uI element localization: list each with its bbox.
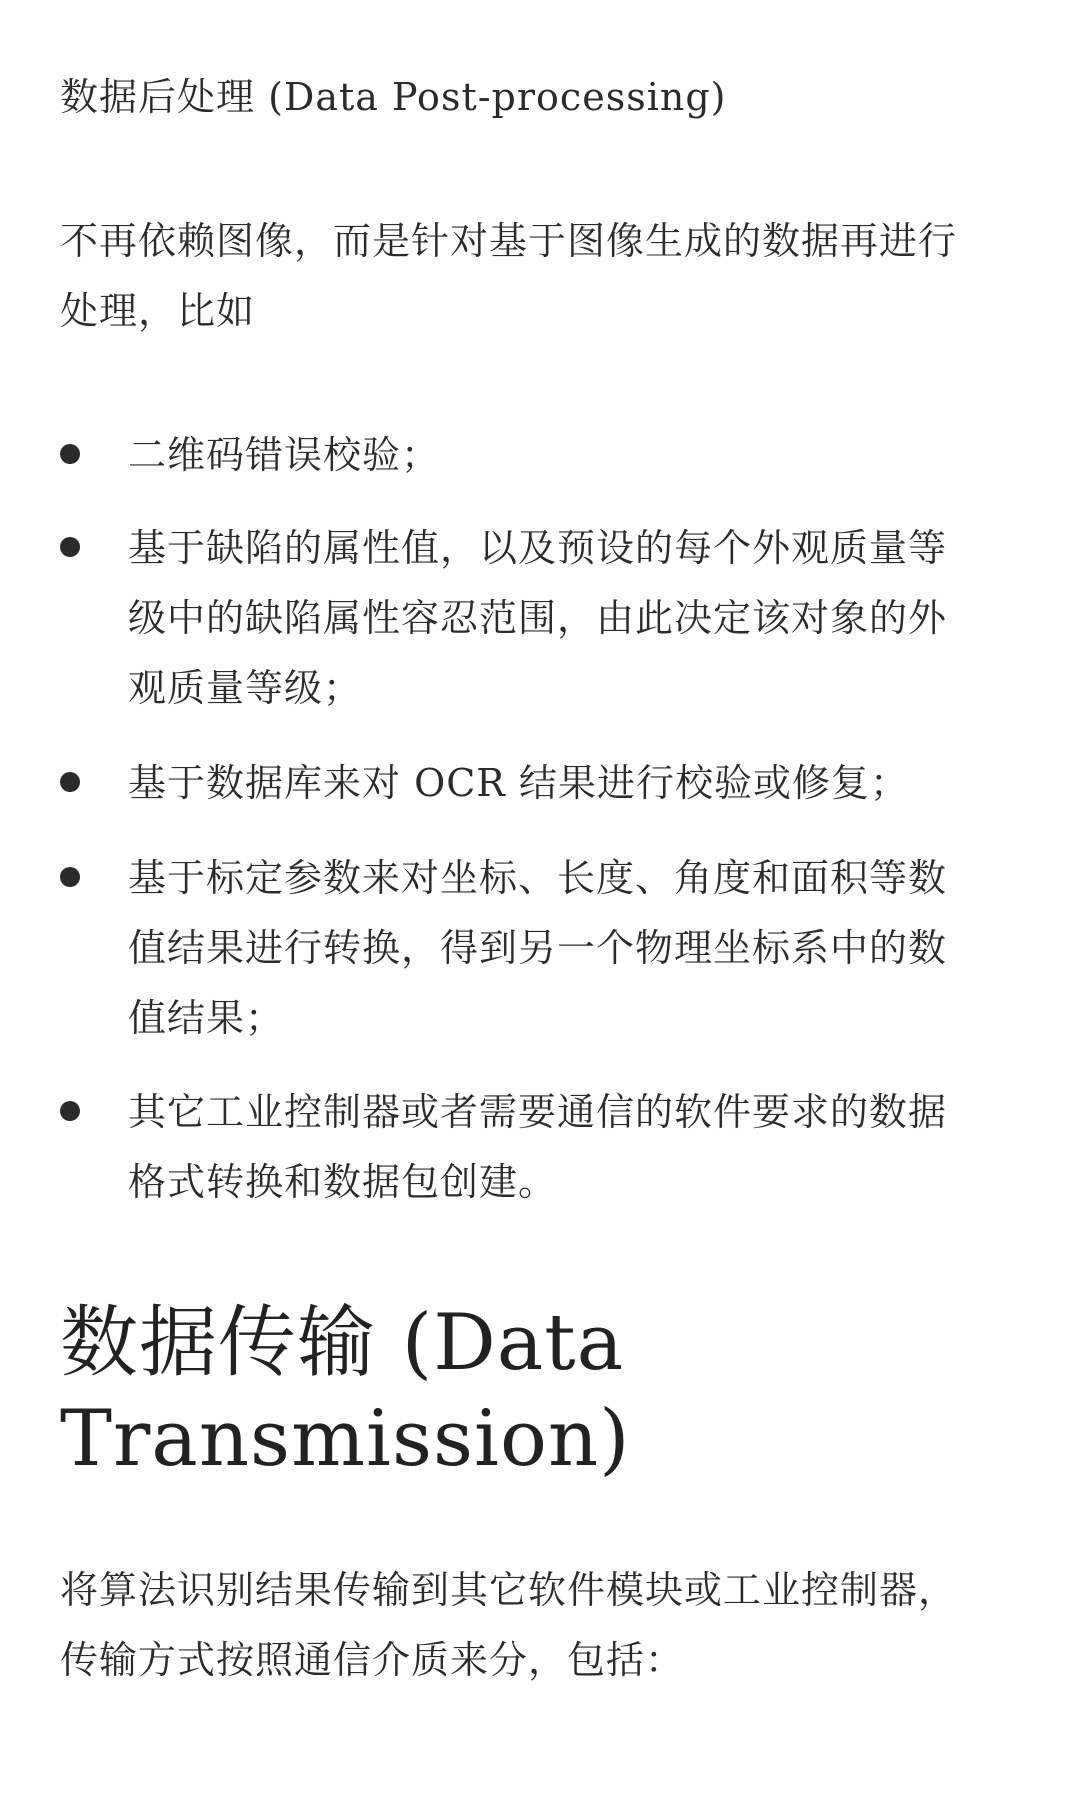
- bullet-icon: [60, 772, 80, 792]
- list-item-text: 基于标定参数来对坐标、长度、角度和面积等数 值结果进行转换，得到另一个物理坐标系中的数 值结果；: [128, 856, 948, 1040]
- data-transmission-intro: 将算法识别结果传输到其它软件模块或工业控制器， 传输方式按照通信介质来分，包括：: [60, 1568, 958, 1682]
- post-processing-intro: 不再依赖图像，而是针对基于图像生成的数据再进行 处理，比如: [60, 219, 958, 333]
- list-item-text: 基于缺陷的属性值，以及预设的每个外观质量等 级中的缺陷属性容忍范围，由此决定该对象的外 观质量等级；: [128, 526, 948, 710]
- list-item-text: 基于数据库来对 OCR 结果进行校验或修复；: [128, 761, 909, 805]
- bullet-icon: [60, 444, 80, 464]
- data-transmission-title: 数据传输 (Data Transmission): [60, 1298, 631, 1484]
- post-processing-heading: 数据后处理 (Data Post-processing): [60, 75, 727, 119]
- list-item-text: 其它工业控制器或者需要通信的软件要求的数据 格式转换和数据包创建。: [128, 1090, 948, 1204]
- bullet-icon: [60, 867, 80, 887]
- bullet-icon: [60, 1101, 80, 1121]
- list-item-text: 二维码错误校验；: [128, 433, 441, 477]
- bullet-icon: [60, 537, 80, 557]
